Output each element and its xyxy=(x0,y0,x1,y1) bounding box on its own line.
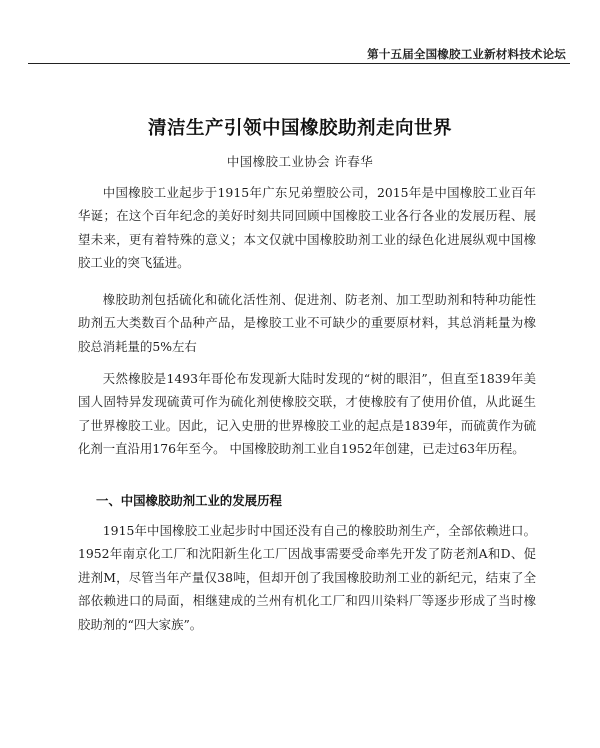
article-title: 清洁生产引领中国橡胶助剂走向世界 xyxy=(147,118,452,139)
author-line: 中国橡胶工业协会 许春华 xyxy=(226,154,374,169)
paragraph-intro: 中国橡胶工业起步于1915年广东兄弟塑胶公司，2015年是中国橡胶工业百年华诞；在这个百年纪念的美好时刻共同回顾中国橡胶工业各行各业的发展历程、展望未来，更有着特殊的意义；本文仅就中国橡胶助剂工业的绿色化进展纵观中国橡胶工业的突飞猛进。 xyxy=(78,185,536,271)
header-divider xyxy=(28,63,570,64)
running-header: 第十五届全国橡胶工业新材料技术论坛 xyxy=(367,47,566,61)
paragraph-history: 天然橡胶是1493年哥伦布发现新大陆时发现的“树的眼泪”，但直至1839年美国人固特异发现硫黄可作为硫化剂使橡胶交联，才使橡胶有了使用价值，从此诞生了世界橡胶工业。因此，记入史册的世界橡胶工业的起点是1839年，而硫黄作为硫化剂一直沿用176年至今。 中国橡胶助剂工业自1952年创建，已走过63年历程。 xyxy=(78,371,536,457)
paragraph-additives: 橡胶助剂包括硫化和硫化活性剂、促进剂、防老剂、加工型助剂和特种功能性助剂五大类数百个品种产品，是橡胶工业不可缺少的重要原材料，其总消耗量为橡胶总消耗量的5%左右 xyxy=(78,292,536,354)
section-heading: 一、中国橡胶助剂工业的发展历程 xyxy=(96,493,282,508)
paragraph-section-1: 1915年中国橡胶工业起步时中国还没有自己的橡胶助剂生产，全部依赖进口。1952年南京化工厂和沈阳新生化工厂因战事需要受命率先开发了防老剂A和D、促进剂M，尽管当年产量仅38吨，但却开创了我国橡胶助剂工业的新纪元，结束了全部依赖进口的局面，相继建成的兰州有机化工厂和四川染料厂等逐步形成了当时橡胶助剂的“四大家族”。 xyxy=(78,523,536,632)
